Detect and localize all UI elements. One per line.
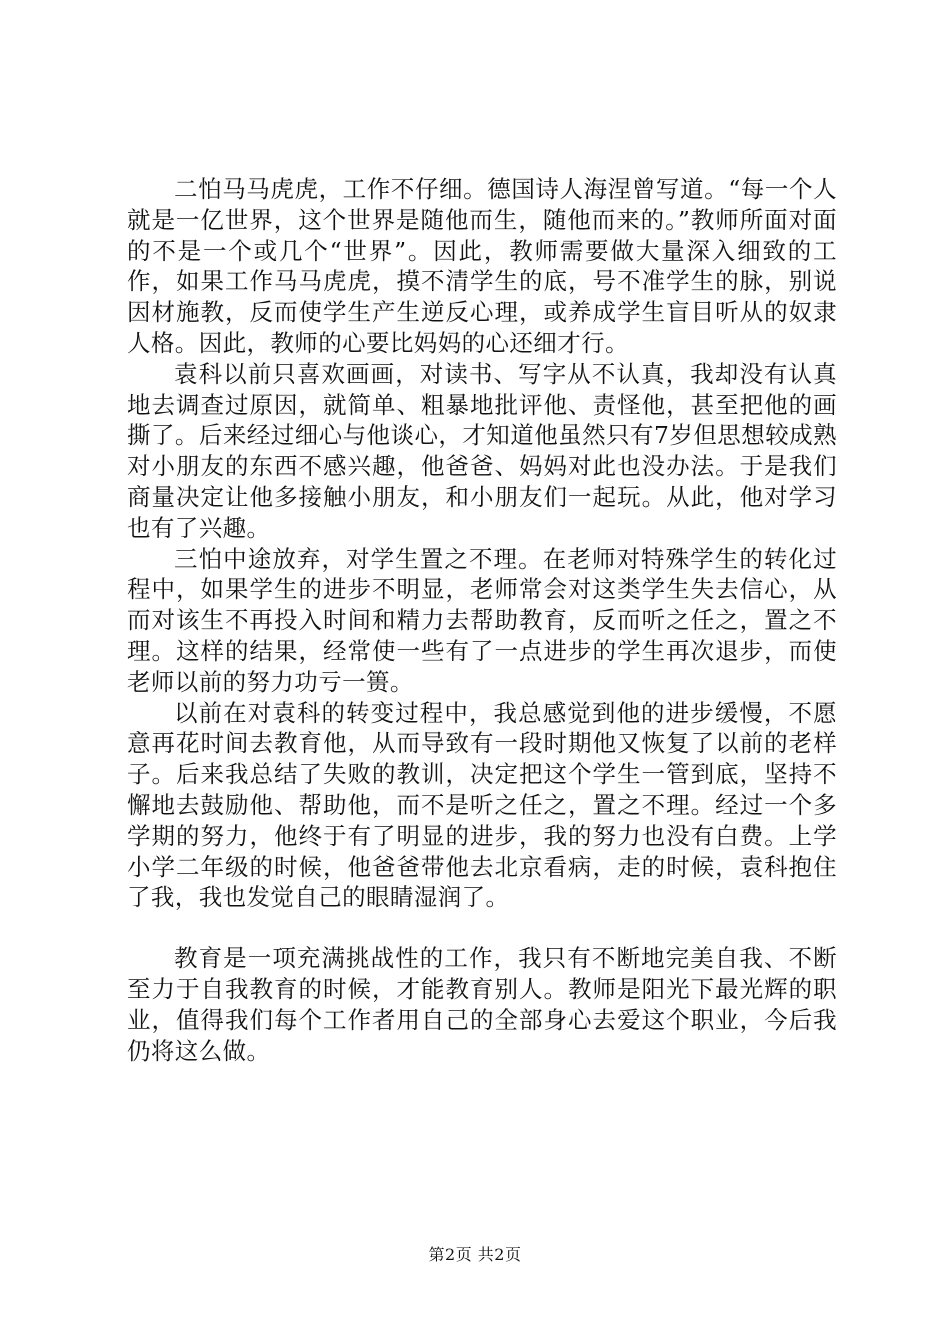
paragraph-1: 二怕马马虎虎，工作不仔细。德国诗人海涅曾写道。“每一个人就是一亿世界，这个世界是随他而生，随他而来的。”教师所面对面的不是一个或几个“世界”。因此，教师需要做大量深入细致的工作，如果工作马马虎虎，摸不清学生的底，号不准学生的脉，别说因材施教，反而使学生产生逆反心理，或养成学生盲目听从的奴隶人格。因此，教师的心要比妈妈的心还细才行。 [127,175,837,357]
document-body [127,174,837,1066]
paragraph-2: 袁科以前只喜欢画画，对读书、写字从不认真，我却没有认真地去调查过原因，就简单、粗暴地批评他、责怪他，甚至把他的画撕了。后来经过细心与他谈心，才知道他虽然只有7岁但思想较成熟对小朋友的东西不感兴趣，他爸爸、妈妈对此也没办法。于是我们商量决定让他多接触小朋友，和小朋友们一起玩。从此，他对学习也有了兴趣。 [127,359,837,542]
page-footer: 第2页 共2页 [428,1245,522,1264]
paragraph-5: 教育是一项充满挑战性的工作，我只有不断地完美自我、不断至力于自我教育的时候，才能教育别人。教师是阳光下最光辉的职业，值得我们每个工作者用自己的全部身心去爱这个职业，今后我仍将这么做。 [127,944,837,1065]
paragraph-3: 三怕中途放弃，对学生置之不理。在老师对特殊学生的转化过程中，如果学生的进步不明显，老师常会对这类学生失去信心，从而对该生不再投入时间和精力去帮助教育，反而听之任之，置之不理。这样的结果，经常使一些有了一点进步的学生再次退步，而使老师以前的努力功亏一篑。 [127,544,837,696]
paragraph-4: 以前在对袁科的转变过程中，我总感觉到他的进步缓慢，不愿意再花时间去教育他，从而导致有一段时期他又恢复了以前的老样子。后来我总结了失败的教训，决定把这个学生一管到底，坚持不懈地去鼓励他、帮助他，而不是听之任之，置之不理。经过一个多学期的努力，他终于有了明显的进步，我的努力也没有白费。上学小学二年级的时候，他爸爸带他去北京看病，走的时候，袁科抱住了我，我也发觉自己的眼睛湿润了。 [127,698,837,912]
